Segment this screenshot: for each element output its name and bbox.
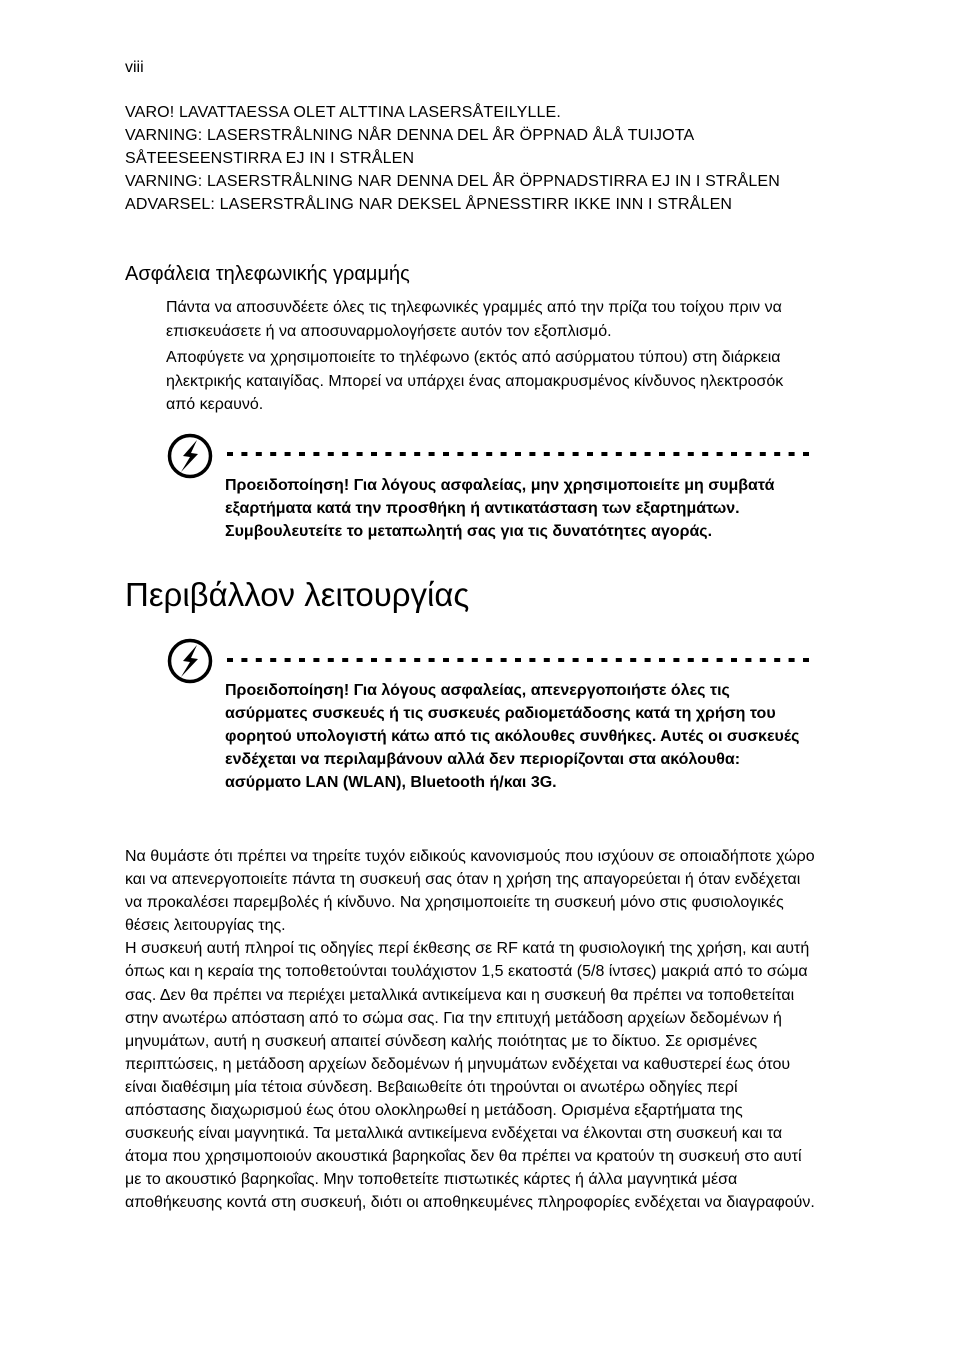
phone-safety-body [166, 296, 816, 420]
operating-environment-title: Περιβάλλον λειτουργίας [125, 576, 470, 613]
operating-environment-body [125, 845, 815, 1215]
warning-text: Προειδοποίηση! Για λόγους ασφαλείας, μην χρησιμοποιείτε μη συμβατά εξαρτήματα κατά την προσθήκη ή αντικατάσταση των εξαρτημάτων. Συμβουλευτείτε το μεταπωλητή σας για τις δυνατότητες αγοράς. [225, 477, 775, 540]
phone-safety-paragraph: Αποφύγετε να χρησιμοποιείτε το τηλέφωνο (εκτός από ασύρματου τύπου) στη διάρκεια ηλεκτρικής καταιγίδας. Μπορεί να υπάρχει ένας απομακρυσμένος κίνδυνος ηλεκτροσόκ από κεραυνό. [166, 349, 784, 413]
lightning-warning-icon [167, 638, 213, 684]
lightning-warning-icon [167, 433, 213, 479]
laser-warning-sv-1: VARNING: LASERSTRÅLNING NÅR DENNA DEL ÅR ÖPPNAD ÅLÅ TUIJOTA SÅTEESEENSTIRRA EJ IN I STRÅLEN [125, 127, 694, 167]
laser-warnings [125, 101, 805, 216]
laser-warning-no: ADVARSEL: LASERSTRÅLING NAR DEKSEL ÅPNESSTIRR IKKE INN I STRÅLEN [125, 196, 733, 213]
page-number: viii [125, 59, 144, 76]
dotted-divider [225, 451, 809, 457]
phone-safety-heading: Ασφάλεια τηλεφωνικής γραμμής [125, 263, 410, 285]
body-paragraph: Η συσκευή αυτή πληροί τις οδηγίες περί έκθεσης σε RF κατά τη φυσιολογική της χρήση, και αυτή όπως και η κεραία της τοποθετούνται τουλάχιστον 1,5 εκατοστά (5/8 ίντσες) μακριά από το σώμα σας. Δεν θα πρέπει να περιέχει μεταλλικά αντικείμενα και η συσκευή θα πρέπει να τοποθετείται στην ανωτέρω απόσταση από το σώμα σας. Για την επιτυχή μετάδοση αρχείων δεδομένων ή μηνυμάτων, αυτή η συσκευή απαιτεί σύνδεση καλής ποιότητας με το δίκτυο. Σε ορισμένες περιπτώσεις, η μετάδοση αρχείων δεδομένων ή μηνυμάτων ενδέχεται να καθυστερεί έως ότου είναι διαθέσιμη μία τέτοια σύνδεση. Βεβαιωθείτε ότι τηρούνται οι ανωτέρω οδηγίες περί απόστασης διαχωρισμού έως ότου ολοκληρωθεί η μετάδοση. Ορισμένα εξαρτήματα της συσκευής είναι μαγνητικά. Τα μεταλλικά αντικείμενα ενδέχεται να έλκονται στη συσκευή και τα άτομα που χρησιμοποιούν ακουστικά βαρηκοΐας δεν θα πρέπει να κρατούν τη συσκευή στο αυτί με το ακουστικό βαρηκοΐας. Μην τοποθετείτε πιστωτικές κάρτες ή άλλα μαγνητικά μέσα αποθήκευσης κοντά στη συσκευή, διότι οι αποθηκευμένες πληροφορίες ενδέχεται να διαγραφούν. [125, 940, 815, 1212]
laser-warning-fi: VARO! LAVATTAESSA OLET ALTTINA LASERSÅTEILYLLE. [125, 104, 561, 121]
body-paragraph: Να θυμάστε ότι πρέπει να τηρείτε τυχόν ειδικούς κανονισμούς που ισχύουν σε οποιαδήποτε χώρο και να απενεργοποιείτε πάντα τη συσκευή σας όταν η χρήση της απαγορεύεται ή όταν ενδέχεται να προκαλέσει παρεμβολές ή κίνδυνο. Να χρησιμοποιείτε τη συσκευή μόνο στις φυσιολογικές θέσεις λειτουργίας της. [125, 848, 815, 935]
phone-safety-paragraph: Πάντα να αποσυνδέετε όλες τις τηλεφωνικές γραμμές από την πρίζα του τοίχου πριν να επισκευάσετε ή να αποσυναρμολογήσετε αυτόν τον εξοπλισμό. [166, 299, 782, 340]
laser-warning-sv-2: VARNING: LASERSTRÅLNING NAR DENNA DEL ÅR ÖPPNADSTIRRA EJ IN I STRÅLEN [125, 173, 780, 190]
warning-text: Προειδοποίηση! Για λόγους ασφαλείας, απενεργοποιήστε όλες τις ασύρματες συσκευές ή τις συσκευές ραδιομετάδοσης κατά τη χρήση του φορητού υπολογιστή κάτω από τις ακόλουθες συνθήκες. Αυτές οι συσκευές ενδέχεται να περιλαμβάνουν αλλά δεν περιορίζονται στα ακόλουθα: ασύρματο LAN (WLAN), Bluetooth ή/και 3G. [225, 682, 800, 791]
dotted-divider [225, 657, 809, 663]
